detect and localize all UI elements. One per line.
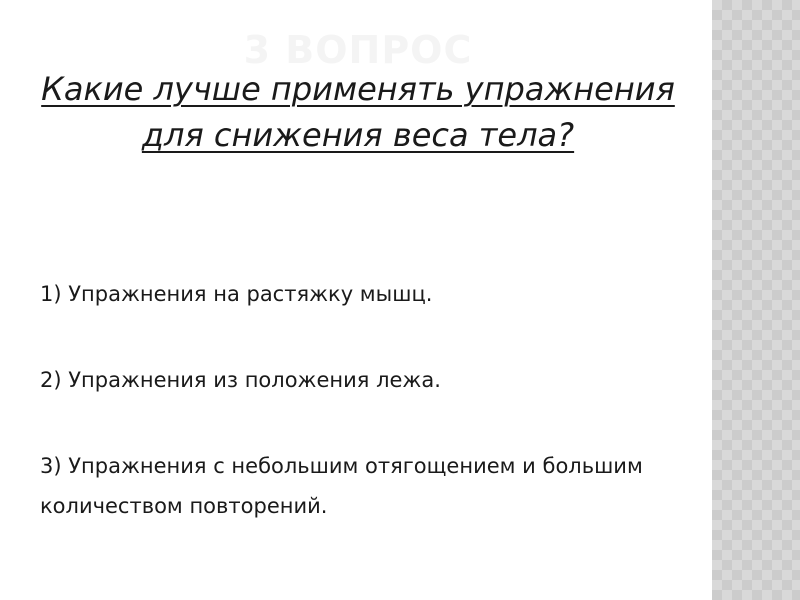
- answer-option-3: 3) Упражнения с небольшим отягощением и большим количеством повторений.: [40, 454, 643, 518]
- question-text: Какие лучше применять упражнения для снижения веса тела?: [41, 70, 675, 154]
- slide-heading: 3 ВОПРОС: [243, 28, 473, 72]
- answer-option-1: 1) Упражнения на растяжку мышц.: [40, 282, 433, 306]
- answer-option-2: 2) Упражнения из положения лежа.: [40, 368, 441, 392]
- answer-list: [40, 274, 700, 572]
- decorative-side-panel: [712, 0, 800, 600]
